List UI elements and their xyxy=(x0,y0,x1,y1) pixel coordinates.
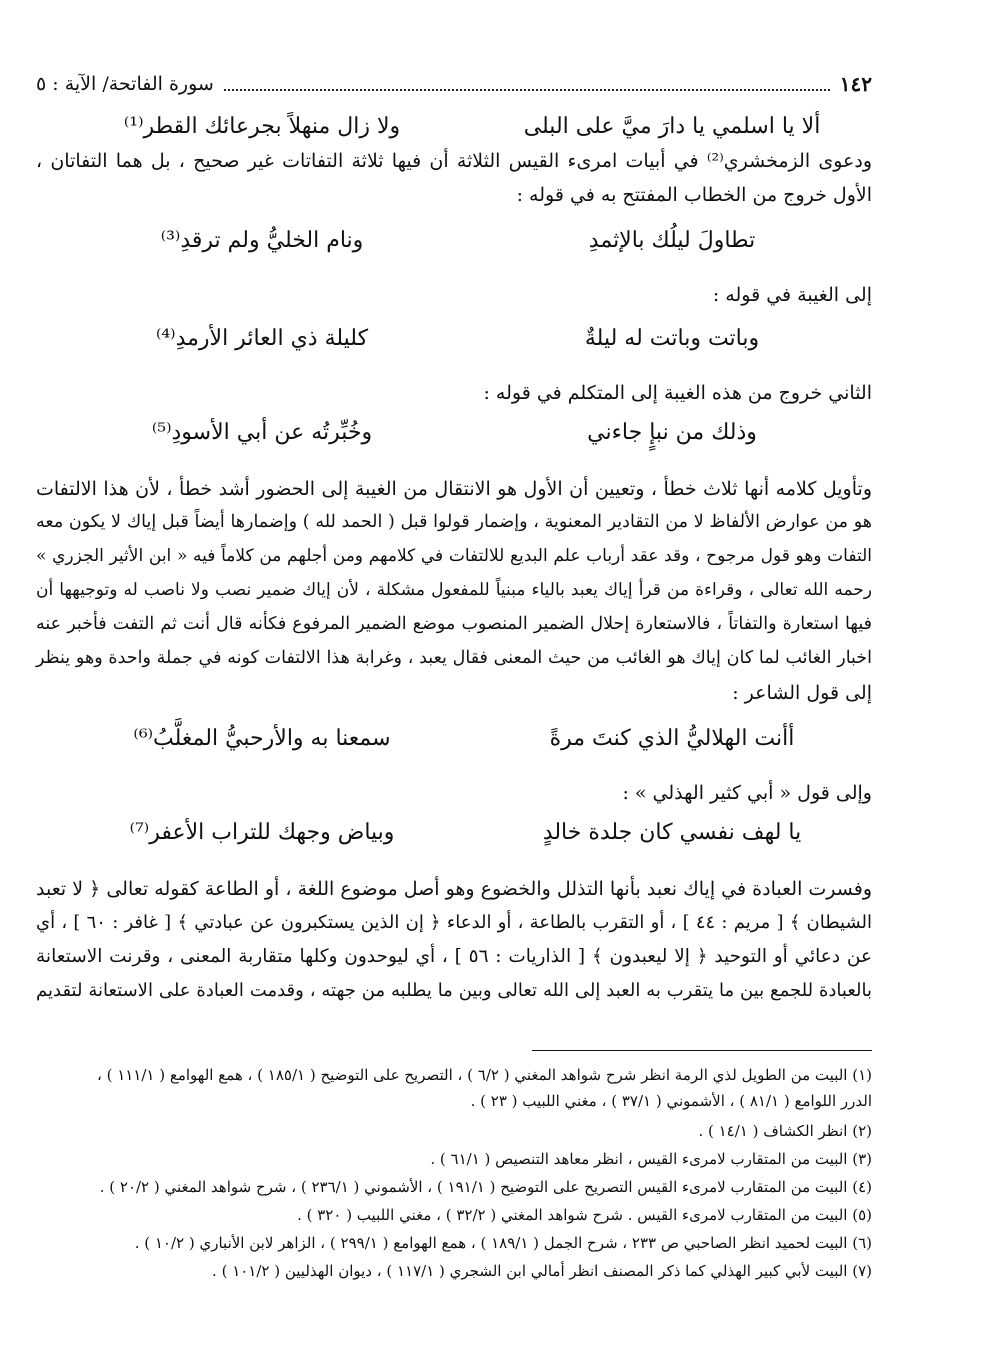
paragraph-line: التفات وهو قول مرجوح ، وقد عقد أرباب علم البديع للالتفات في كلامهم ومن أجلهم من كلاماً فيه « ابن الأثير الجزري » xyxy=(36,546,872,566)
footnote: (٧) البيت لأبي كبير الهذلي كما ذكر المصنف انظر أمالي ابن الشجري ( ١١٧/١ ) ، ديوان الهذليين ( ١٠١/٢ ) . xyxy=(212,1262,872,1280)
paragraph-line: وتأويل كلامه أنها ثلاث خطأ ، وتعيين أن الأول هو الانتقال من الغيبة إلى الحضور أشد خطأ ، لأن هذا الالتفات xyxy=(36,478,872,500)
paragraph-line: إلى قول الشاعر : xyxy=(732,682,872,704)
footnote: (٦) البيت لحميد انظر الصاحبي ص ٢٣٣ ، شرح الجمل ( ١٨٩/١ ) ، همع الهوامع ( ٢٩٩/١ ) ، الزاهر لابن الأنباري ( ١٠/٢ ) . xyxy=(134,1234,872,1252)
footnote: (٤) البيت من المتقارب لامرىء القيس التصريح على التوضيح ( ١٩١/١ ) ، الأشموني ( ٢٣٦/١ ) ، شرح شواهد المغني ( ٢٠/٢ ) . xyxy=(99,1178,872,1196)
footnote: (٢) انظر الكشاف ( ١٤/١ ) . xyxy=(698,1122,872,1140)
paragraph-line: إلى الغيبة في قوله : xyxy=(712,284,872,306)
header-title: سورة الفاتحة/ الآية : ٥ xyxy=(36,73,214,95)
page-number: ١٤٢ xyxy=(839,72,872,96)
footnote-separator xyxy=(532,1050,872,1051)
verse-line xyxy=(36,326,872,351)
verse-hemistich-second: ونام الخليُّ ولم ترقدِ⁽³⁾ xyxy=(160,228,364,253)
paragraph-line: فيها استعارة والتفاتاً ، فالاستعارة إحلال الضمير المنصوب موضع الضمير المرفوع فكأنه قال أنت ثم التفت فأخبر عنه xyxy=(36,614,872,634)
verse-line xyxy=(36,420,872,445)
book-page xyxy=(36,62,872,1352)
verse-line xyxy=(36,114,872,139)
verse-hemistich-second: سمعنا به والأرحبيُّ المغلَّبُ⁽⁶⁾ xyxy=(133,726,391,751)
footnote: (١) البيت من الطويل لذي الرمة انظر شرح شواهد المغني ( ٦/٢ ) ، التصريح على التوضيح ( ١٨٥/١ ) ، همع الهوامع ( ١١١/١ ) ، xyxy=(96,1066,872,1084)
verse-hemistich-first: وباتت وباتت له ليلةٌ xyxy=(584,326,760,351)
verse-hemistich-first: يا لهف نفسي كان جلدة خالدٍ xyxy=(542,820,802,845)
verse-hemistich-first: تطاولَ ليلُك بالإثمدِ xyxy=(588,228,756,253)
paragraph-line: وفسرت العبادة في إياك نعبد بأنها التذلل والخضوع وهو أصل موضوع اللغة ، أو الطاعة كقوله تعالى ﴿ لا تعبد xyxy=(36,878,872,900)
verse-line xyxy=(36,820,872,845)
verse-hemistich-first: أأنت الهلاليُّ الذي كنتَ مرةً xyxy=(549,726,795,751)
verse-hemistich-first: ألا يا اسلمي يا دارَ ميَّ على البلى xyxy=(523,114,821,139)
paragraph-line: ودعوى الزمخشري⁽²⁾ في أبيات امرىء القيس الثلاثة أن فيها ثلاثة التفاتات غير صحيح ، بل هما التفاتان ، xyxy=(36,150,872,172)
running-header xyxy=(36,70,872,98)
verse-hemistich-first: وذلك من نبإٍ جاءني xyxy=(587,420,757,445)
verse-hemistich-second: وبياض وجهك للتراب الأعفر⁽⁷⁾ xyxy=(129,820,395,845)
verse-hemistich-second: كليلة ذي العائر الأرمدِ⁽⁴⁾ xyxy=(155,326,369,351)
paragraph-line: عن دعائي أو التوحيد ﴿ إلا ليعبدون ﴾ [ الذاريات : ٥٦ ] ، أي ليوحدون وكلها متقاربة المعنى ، وقرنت الاستعانة xyxy=(36,946,872,967)
verse-hemistich-second: وخُبِّرتُه عن أبي الأسودِ⁽⁵⁾ xyxy=(151,420,373,445)
verse-line xyxy=(36,228,872,253)
footnote: (٣) البيت من المتقارب لامرىء القيس ، انظر معاهد التنصيص ( ٦١/١ ) . xyxy=(430,1150,872,1168)
footnote: (٥) البيت من المتقارب لامرىء القيس . شرح شواهد المغني ( ٣٢/٢ ) ، مغني اللبيب ( ٣٢٠ ) . xyxy=(297,1206,872,1224)
paragraph-line: رحمه الله تعالى ، وقراءة من قرأ إياك يعبد بالياء مبنياً للمفعول مشكلة ، لأن إياك ضمير نصب ولا ناصب له وتوجيهها أن xyxy=(36,580,872,600)
paragraph-line: هو من عوارض الألفاظ لا من التقادير المعنوية ، وإضمار قولوا قبل ( الحمد لله ) وإضمارها أيضاً قبل إياك لا يكون معه xyxy=(36,512,872,532)
footnote: الدرر اللوامع ( ٨١/١ ) ، الأشموني ( ٣٧/١ ) ، مغني اللبيب ( ٢٣ ) . xyxy=(470,1092,872,1110)
paragraph-line: بالعبادة للجمع بين ما يتقرب به العبد إلى الله تعالى وبين ما يطلبه من جهته ، وقدمت العبادة على الاستعانة لتقديم xyxy=(36,980,872,1001)
header-dot-leader xyxy=(224,77,830,91)
paragraph-line: الثاني خروج من هذه الغيبة إلى المتكلم في قوله : xyxy=(483,382,872,404)
paragraph-line: الأول خروج من الخطاب المفتتح به في قوله : xyxy=(516,184,872,206)
paragraph-line: الشيطان ﴾ [ مريم : ٤٤ ] ، أو التقرب بالطاعة ، أو الدعاء ﴿ إن الذين يستكبرون عن عبادتي ﴾ [ غافر : ٦٠ ] ، أي xyxy=(36,912,873,933)
verse-line xyxy=(36,726,872,751)
paragraph-line: اخبار الغائب لما كان إياك هو الغائب من حيث المعنى فقال يعبد ، وغرابة هذا الالتفات كونه في جملة واحدة وهو ينظر xyxy=(36,648,872,668)
paragraph-line: وإلى قول « أبي كثير الهذلي » : xyxy=(622,782,872,804)
verse-hemistich-second: ولا زال منهلاً بجرعائك القطر⁽¹⁾ xyxy=(123,114,401,139)
